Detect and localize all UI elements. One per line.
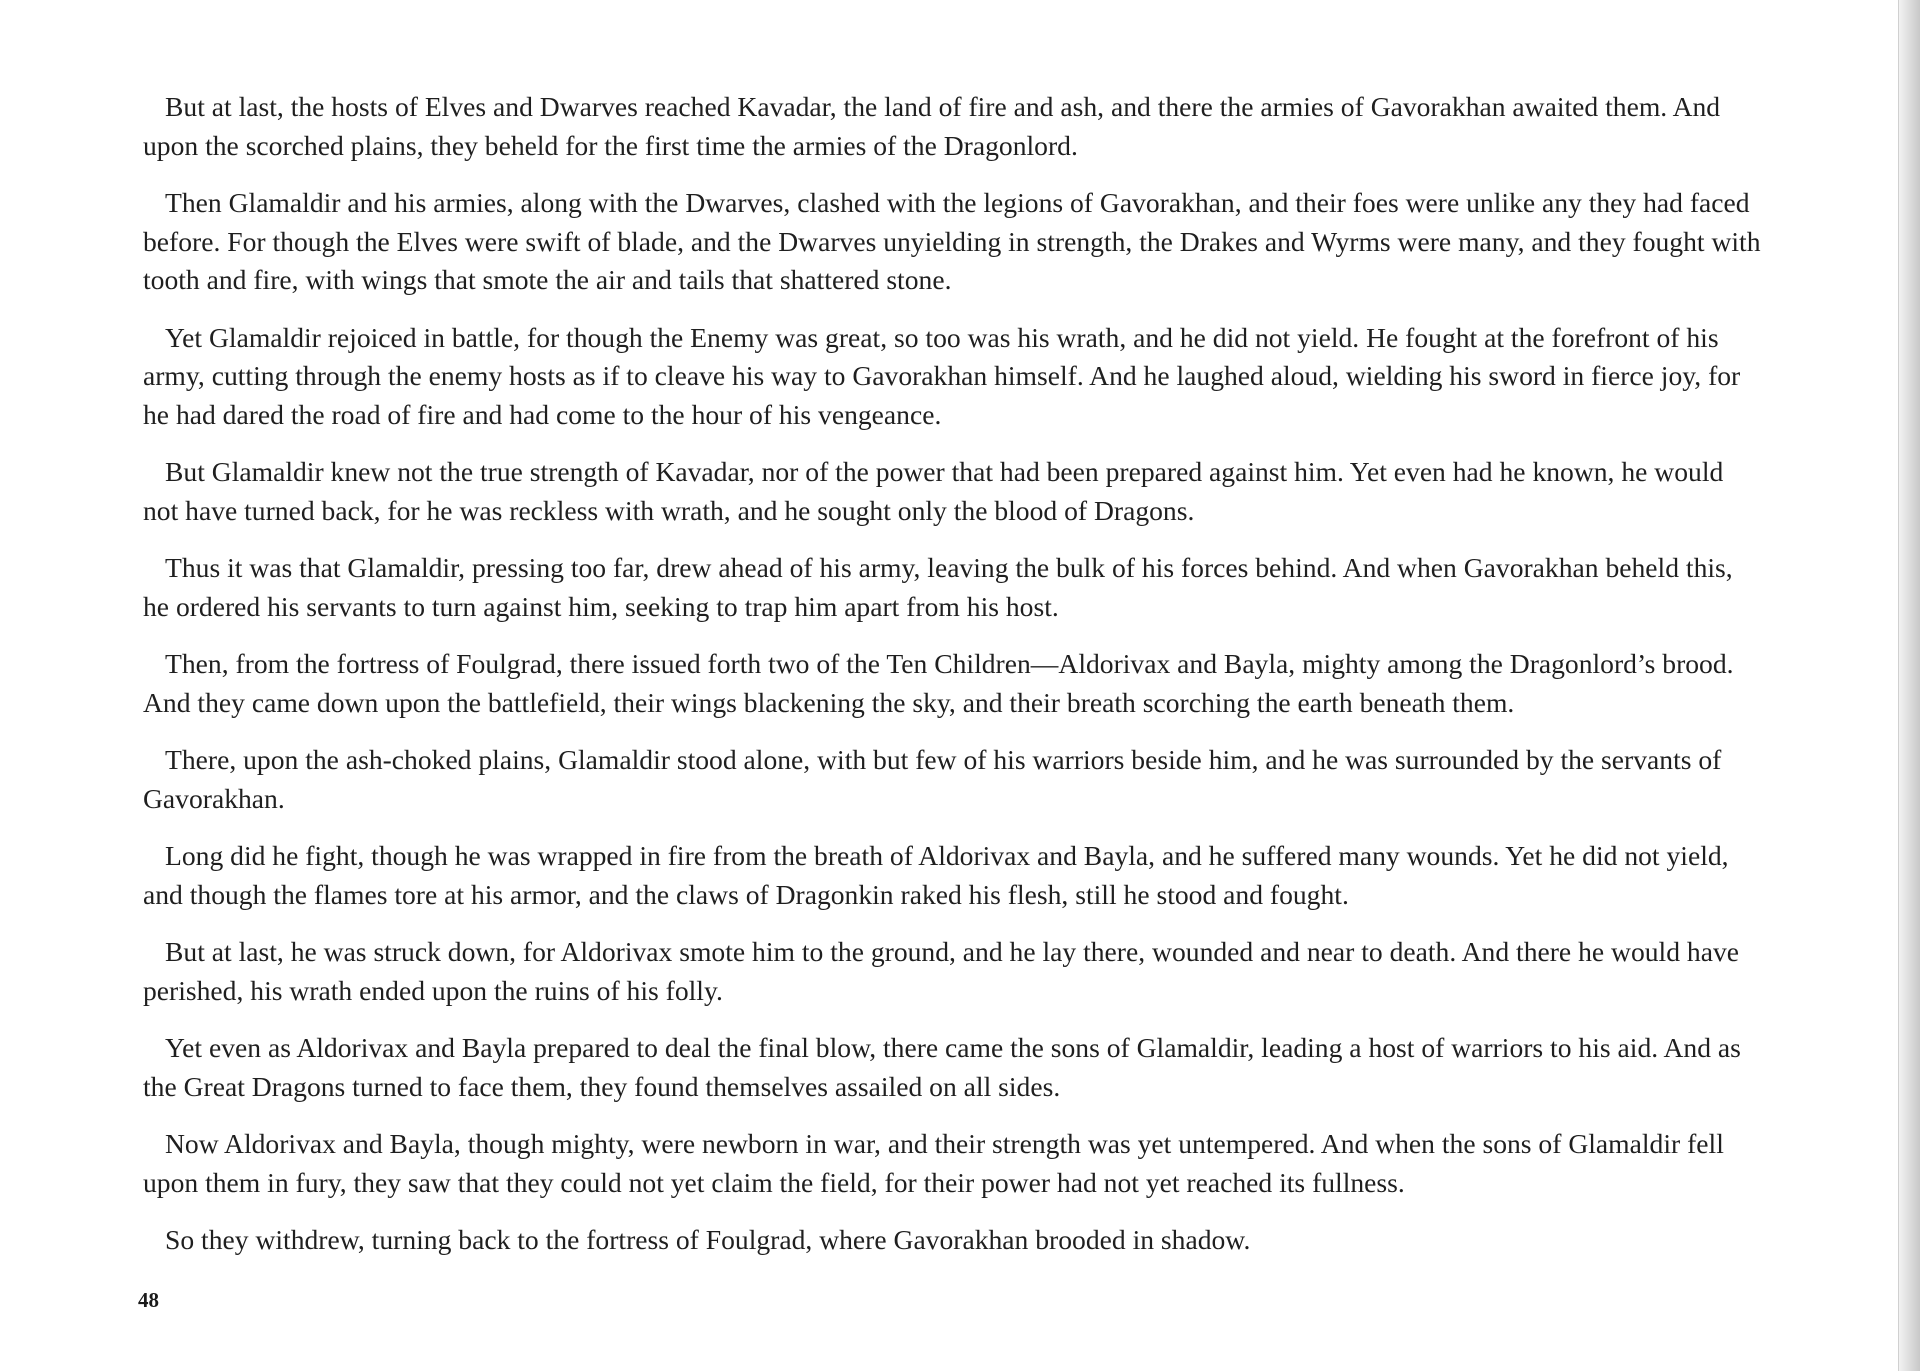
paragraph: Yet Glamaldir rejoiced in battle, for though the Enemy was great, so too was his wrath, and he did not yield. He fought at the forefront of his army, cutting through the enemy hosts as if to cleave his way to Gavorakhan himself. And he laughed aloud, wielding his sword in fierce joy, for he had dared the road of fire and had come to the hour of his vengeance. xyxy=(143,321,1741,430)
paragraph: Yet even as Aldorivax and Bayla prepared to deal the final blow, there came the sons of Glamaldir, leading a host of warriors to his aid. And as the Great Dragons turned to face them, they found themselves assailed on all sides. xyxy=(143,1032,1741,1102)
page-edge-shadow xyxy=(1898,0,1920,1371)
paragraph: But Glamaldir knew not the true strength of Kavadar, nor of the power that had been prepared against him. Yet even had he known, he would not have turned back, for he was reckless with wrath, and he sought only the blood of Dragons. xyxy=(143,456,1724,526)
paragraph: Thus it was that Glamaldir, pressing too far, drew ahead of his army, leaving the bulk of his forces behind. And when Gavorakhan beheld this, he ordered his servants to turn against him, seeking to trap him apart from his host. xyxy=(143,552,1733,622)
paragraph: But at last, the hosts of Elves and Dwarves reached Kavadar, the land of fire and ash, and there the armies of Gavorakhan awaited them. And upon the scorched plains, they beheld for the first time the armies of the Dragonlord. xyxy=(143,91,1721,161)
paragraph: Then, from the fortress of Foulgrad, there issued forth two of the Ten Children—Aldorivax and Bayla, mighty among the Dragonlord’s brood. And they came down upon the battlefield, their wings blackening the sky, and their breath scorching the earth beneath them. xyxy=(143,648,1734,718)
paragraph: Now Aldorivax and Bayla, though mighty, were newborn in war, and their strength was yet untempered. And when the sons of Glamaldir fell upon them in fury, they saw that they could not yet claim the field, for their power had not yet reached its fullness. xyxy=(143,1128,1724,1198)
paragraph: Long did he fight, though he was wrapped in fire from the breath of Aldorivax and Bayla, and he suffered many wounds. Yet he did not yield, and though the flames tore at his armor, and the claws of Dragonkin raked his flesh, still he stood and fought. xyxy=(143,840,1729,910)
page-body xyxy=(143,88,1765,1279)
paragraph: So they withdrew, turning back to the fortress of Foulgrad, where Gavorakhan brooded in shadow. xyxy=(165,1224,1251,1255)
paragraph: But at last, he was struck down, for Aldorivax smote him to the ground, and he lay there, wounded and near to death. And there he would have perished, his wrath ended upon the ruins of his folly. xyxy=(143,936,1739,1006)
paragraph: Then Glamaldir and his armies, along with the Dwarves, clashed with the legions of Gavorakhan, and their foes were unlike any they had faced before. For though the Elves were swift of blade, and the Dwarves unyielding in strength, the Drakes and Wyrms were many, and they fought with tooth and fire, with wings that smote the air and tails that shattered stone. xyxy=(143,187,1761,295)
page-number: 48 xyxy=(138,1288,159,1312)
paragraph: There, upon the ash-choked plains, Glamaldir stood alone, with but few of his warriors beside him, and he was surrounded by the servants of Gavorakhan. xyxy=(143,744,1722,814)
